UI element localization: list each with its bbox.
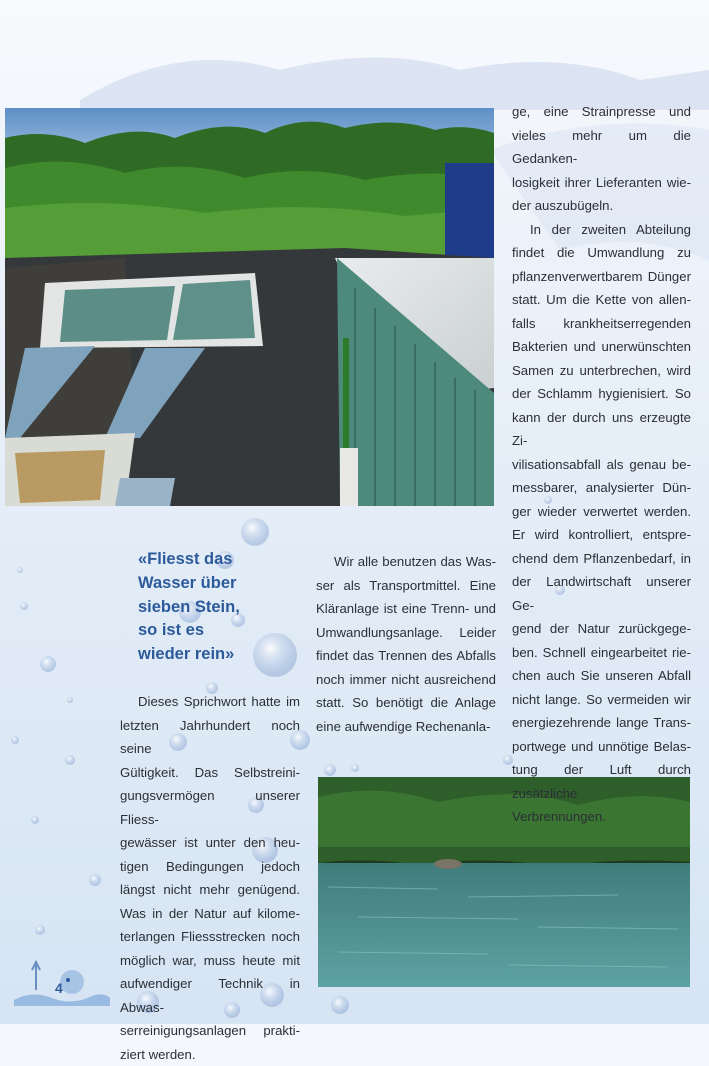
text-line: längst nicht mehr genügend. bbox=[120, 878, 300, 902]
text-line: chen auch Sie unseren Abfall bbox=[512, 664, 691, 688]
text-line: findet die Umwandlung zu bbox=[512, 241, 691, 265]
text-line: noch immer nicht ausreichend bbox=[316, 668, 496, 692]
text-line: Verbrennungen. bbox=[512, 805, 691, 829]
paragraph bbox=[512, 218, 691, 829]
text-line: statt. So benötigt die Anlage bbox=[316, 691, 496, 715]
text-line: findet das Trennen des Abfalls bbox=[316, 644, 496, 668]
text-line: vilisationsabfall als genau be- bbox=[512, 453, 691, 477]
text-line: Samen zu unterbrechen, wird bbox=[512, 359, 691, 383]
page-number: 4 bbox=[55, 980, 63, 996]
text-line: ziert werden. bbox=[120, 1043, 300, 1066]
text-line: eine aufwendige Rechenanla- bbox=[316, 715, 496, 739]
text-line: Wir alle benutzen das Was- bbox=[316, 550, 496, 574]
text-column-middle bbox=[316, 550, 496, 738]
pull-quote bbox=[138, 548, 308, 667]
treatment-plant-image bbox=[5, 108, 494, 506]
text-line: Kläranlage ist eine Trenn- und bbox=[316, 597, 496, 621]
text-line: nicht lange. So vermeiden wir bbox=[512, 688, 691, 712]
quote-line: Wasser über bbox=[138, 572, 308, 596]
text-line: In der zweiten Abteilung bbox=[512, 218, 691, 242]
text-line: ser als Transportmittel. Eine bbox=[316, 574, 496, 598]
text-line: der Schlamm hygienisiert. So bbox=[512, 382, 691, 406]
text-line: statt. Um die Kette von allen- bbox=[512, 288, 691, 312]
text-line: gend der Natur zurückgege- bbox=[512, 617, 691, 641]
text-line: tigen Bedingungen jedoch bbox=[120, 855, 300, 879]
text-line: Bakterien und unerwünschten bbox=[512, 335, 691, 359]
text-line: der Landwirtschaft unserer Ge- bbox=[512, 570, 691, 617]
text-line: vieles mehr um die Gedanken- bbox=[512, 124, 691, 171]
text-line: messbarer, analysierter Dün- bbox=[512, 476, 691, 500]
text-line: ger wieder verwertet werden. bbox=[512, 500, 691, 524]
text-line: Dieses Sprichwort hatte im bbox=[120, 690, 300, 714]
text-line: tung der Luft durch zusätzliche bbox=[512, 758, 691, 805]
text-line: der auszubügeln. bbox=[512, 194, 691, 218]
quote-line: so ist es bbox=[138, 619, 308, 643]
quote-line: wieder rein» bbox=[138, 643, 308, 667]
text-line: möglich war, muss heute mit bbox=[120, 949, 300, 973]
text-line: kann der durch uns erzeugte Zi- bbox=[512, 406, 691, 453]
photo-treatment-plant bbox=[5, 108, 494, 506]
text-line: ge, eine Strainpresse und bbox=[512, 100, 691, 124]
quote-line: «Fliesst das bbox=[138, 548, 308, 572]
text-line: Er wird kontrolliert, entspre- bbox=[512, 523, 691, 547]
text-line: Umwandlungsanlage. Leider bbox=[316, 621, 496, 645]
text-line: chend dem Pflanzenbedarf, in bbox=[512, 547, 691, 571]
text-line: losigkeit ihrer Lieferanten wie- bbox=[512, 171, 691, 195]
quote-line: sieben Stein, bbox=[138, 596, 308, 620]
text-line: Gültigkeit. Das Selbstreini- bbox=[120, 761, 300, 785]
text-line: energiezehrende lange Trans- bbox=[512, 711, 691, 735]
text-line: letzten Jahrhundert noch seine bbox=[120, 714, 300, 761]
text-line: serreinigungsanlagen prakti- bbox=[120, 1019, 300, 1043]
paragraph bbox=[512, 100, 691, 218]
text-line: portwege und unnötige Belas- bbox=[512, 735, 691, 759]
text-line: pflanzenverwertbarem Dünger bbox=[512, 265, 691, 289]
paragraph bbox=[316, 550, 496, 738]
text-column-right bbox=[512, 100, 691, 829]
text-line: gungsvermögen unserer Fliess- bbox=[120, 784, 300, 831]
text-line: gewässer ist unter den heu- bbox=[120, 831, 300, 855]
text-column-left bbox=[120, 690, 300, 1066]
text-line: terlangen Fliessstrecken noch bbox=[120, 925, 300, 949]
text-line: Was in der Natur auf kilome- bbox=[120, 902, 300, 926]
text-line: falls krankheitserregenden bbox=[512, 312, 691, 336]
text-line: aufwendiger Technik in Abwas- bbox=[120, 972, 300, 1019]
text-line: ben. Schnell eingearbeitet rie- bbox=[512, 641, 691, 665]
paragraph bbox=[120, 690, 300, 1066]
